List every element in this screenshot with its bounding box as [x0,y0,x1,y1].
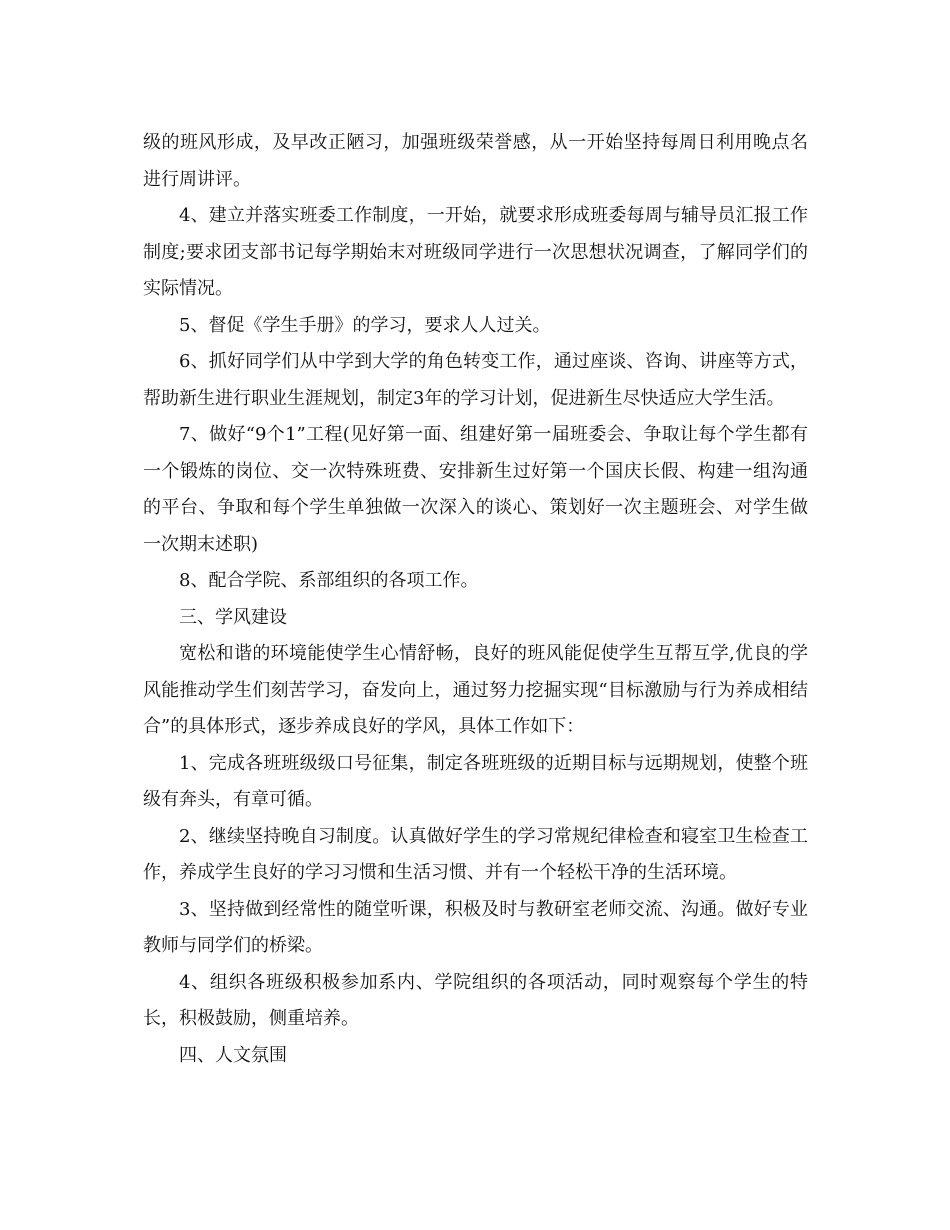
document-body [143,125,808,1074]
paragraph-item-5-handbook: 5、督促《学生手册》的学习，要求人人过关。 [179,314,551,336]
paragraph-item-4-activities: 4、组织各班级积极参加系内、学院组织的各项活动，同时观察每个学生的特长，积极鼓励，侧重培养。 [143,971,808,1029]
paragraph-item-4-class-committee: 4、建立并落实班委工作制度，一开始，就要求形成班委每周与辅导员汇报工作制度;要求团支部书记每学期始末对班级同学进行一次思想状况调查，了解同学们的实际情况。 [143,205,808,299]
paragraph-item-2-evening-study: 2、继续坚持晚自习制度。认真做好学生的学习常规纪律检查和寝室卫生检查工作，养成学生良好的学习习惯和生活习惯、并有一个轻松干净的生活环境。 [143,825,808,883]
section-heading-study-style: 三、学风建设 [179,606,287,628]
paragraph-study-style-intro: 宽松和谐的环境能使学生心情舒畅，良好的班风能促使学生互帮互学,优良的学风能推动学生们刻苦学习，奋发向上，通过努力挖掘实现“目标激励与行为养成相结合”的具体形式，逐步养成良好的学风，具体工作如下： [143,643,808,737]
section-heading-humanistic-atmosphere: 四、人文氛围 [179,1044,287,1066]
paragraph-item-6-role-transition: 6、抓好同学们从中学到大学的角色转变工作，通过座谈、咨询、讲座等方式，帮助新生进行职业生涯规划，制定3年的学习计划，促进新生尽快适应大学生活。 [143,351,808,409]
paragraph-item-1-class-slogan: 1、完成各班班级级口号征集，制定各班班级的近期目标与远期规划，使整个班级有奔头，有章可循。 [143,752,808,810]
paragraph-item-7-nine-ones-project: 7、做好“9个1”工程(见好第一面、组建好第一届班委会、争取让每个学生都有一个锻炼的岗位、交一次特殊班费、安排新生过好第一个国庆长假、构建一组沟通的平台、争取和每个学生单独做一次深入的谈心、策划好一次主题班会、对学生做一次期末述职) [143,424,808,555]
paragraph-item-8-cooperation: 8、配合学院、系部组织的各项工作。 [179,570,479,591]
paragraph-continuation: 级的班风形成，及早改正陋习，加强班级荣誉感，从一开始坚持每周日利用晚点名进行周讲评。 [143,132,808,190]
paragraph-item-3-classroom-observation: 3、坚持做到经常性的随堂听课，积极及时与教研室老师交流、沟通。做好专业教师与同学们的桥梁。 [143,898,808,956]
